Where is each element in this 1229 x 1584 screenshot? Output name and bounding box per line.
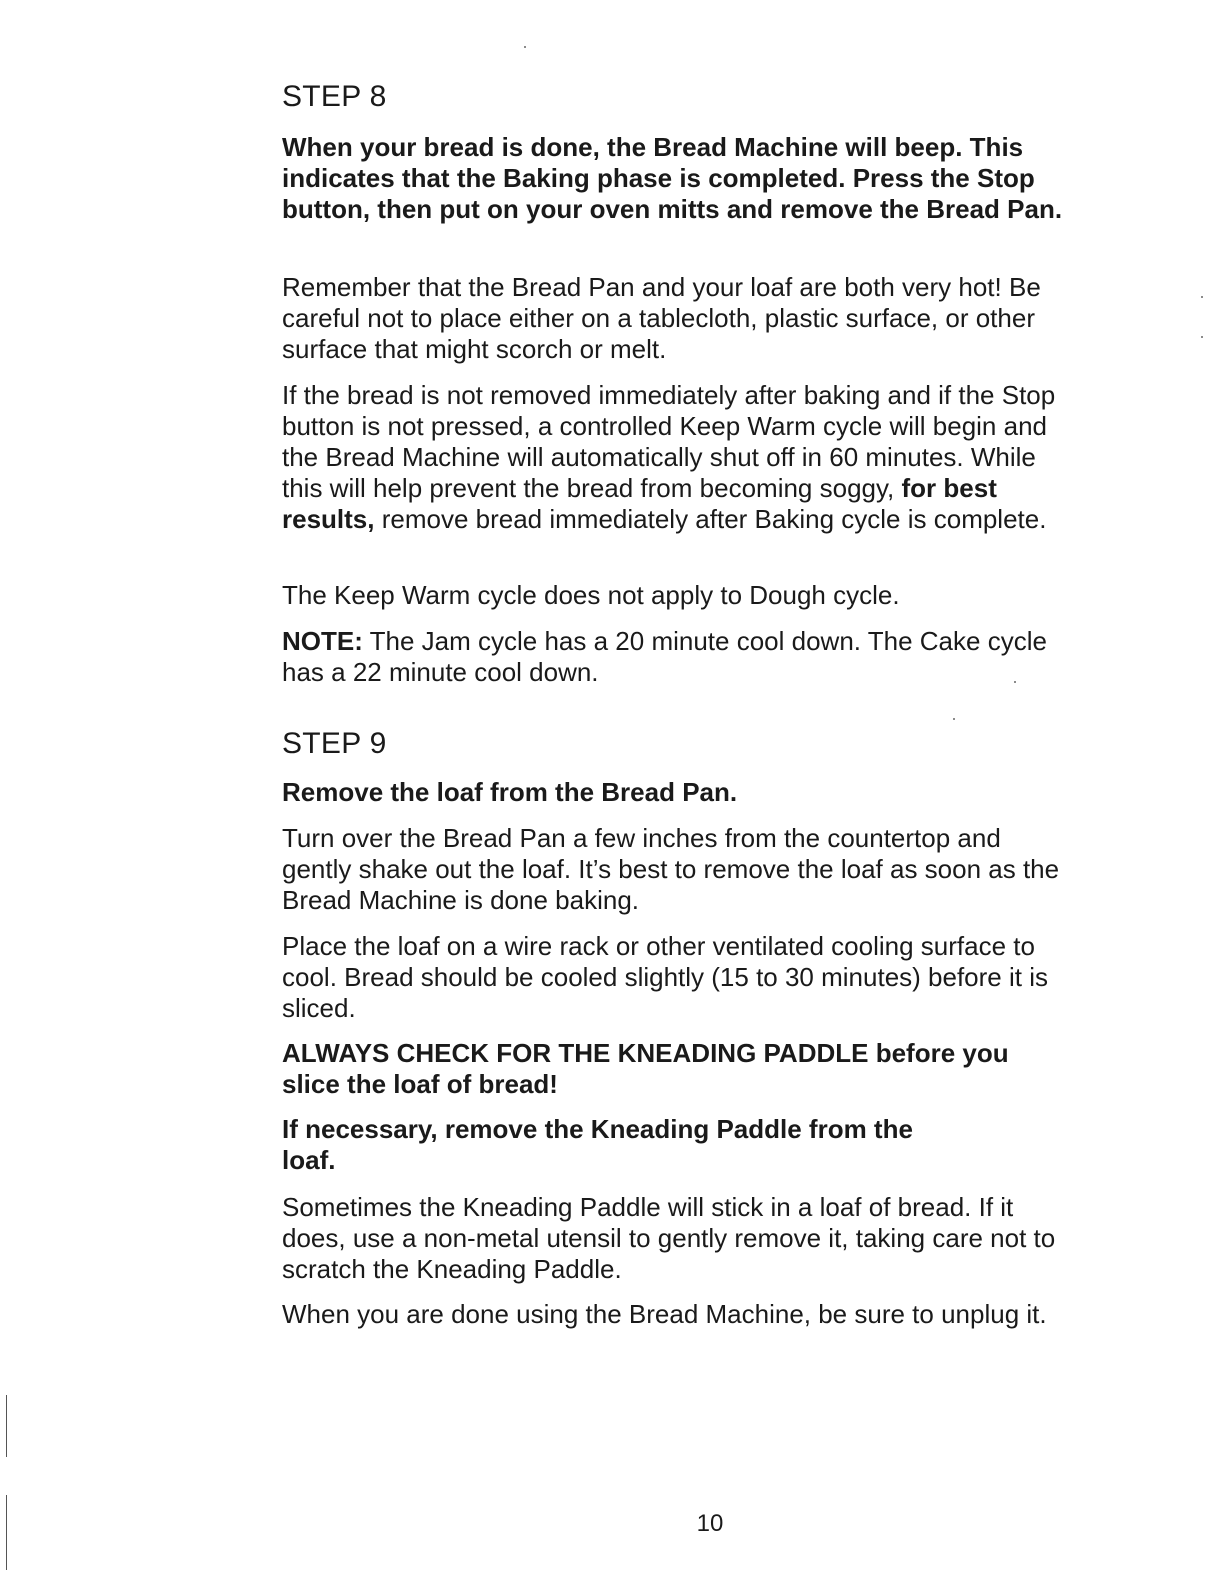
step-9-paragraph-unplug: When you are done using the Bread Machine, be sure to unplug it.: [282, 1299, 1047, 1329]
keep-warm-text-end: remove bread immediately after Baking cycle is complete.: [374, 504, 1047, 534]
page-number: 10: [696, 1510, 724, 1537]
scan-speck: [1201, 336, 1203, 338]
scan-speck: [524, 46, 526, 48]
keep-warm-text-start: If the bread is not removed immediately after baking and if the Stop button is not pressed, a controlled Keep Warm cycle will begin and the Bread Machine will automatically shut off in 60 minutes. While this will help prevent the bread from becoming soggy,: [282, 380, 1056, 503]
remove-paddle-heading: If necessary, remove the Kneading Paddle from the loaf.: [282, 1114, 913, 1175]
best-results-emphasis: for best results,: [282, 473, 997, 534]
step-9-heading: STEP 9: [282, 727, 387, 760]
scan-speck: [953, 718, 955, 720]
kneading-paddle-warning: ALWAYS CHECK FOR THE KNEADING PADDLE before you slice the loaf of bread!: [282, 1038, 1009, 1099]
step-8-paragraph-dough-cycle: The Keep Warm cycle does not apply to Dough cycle.: [282, 580, 900, 610]
step-8-note: [282, 626, 1072, 688]
step-9-paragraph-stuck-paddle: Sometimes the Kneading Paddle will stick in a loaf of bread. If it does, use a non-metal utensil to gently remove it, taking care not to scratch the Kneading Paddle.: [282, 1192, 1056, 1284]
note-text: The Jam cycle has a 20 minute cool down. The Cake cycle has a 22 minute cool down.: [282, 626, 1047, 687]
scan-edge-line: [6, 1495, 7, 1570]
step-8-paragraph-hot-warning: Remember that the Bread Pan and your loaf are both very hot! Be careful not to place either on a tablecloth, plastic surface, or other surface that might scorch or melt.: [282, 272, 1041, 364]
scan-edge-line: [6, 1395, 7, 1457]
scan-speck: [1201, 296, 1203, 298]
step-8-intro: When your bread is done, the Bread Machine will beep. This indicates that the Baking phase is completed. Press the Stop button, then put on your oven mitts and remove the Bread Pan.: [282, 132, 1063, 224]
step-9-paragraph-cooling: Place the loaf on a wire rack or other ventilated cooling surface to cool. Bread should be cooled slightly (15 to 30 minutes) before it is sliced.: [282, 931, 1048, 1023]
note-label: NOTE:: [282, 626, 363, 656]
step-8-paragraph-keep-warm: [282, 380, 1072, 535]
step-9-intro: Remove the loaf from the Bread Pan.: [282, 777, 738, 807]
step-9-paragraph-shake-loaf: Turn over the Bread Pan a few inches from the countertop and gently shake out the loaf. It’s best to remove the loaf as soon as the Bread Machine is done baking.: [282, 823, 1060, 915]
step-8-heading: STEP 8: [282, 80, 387, 113]
